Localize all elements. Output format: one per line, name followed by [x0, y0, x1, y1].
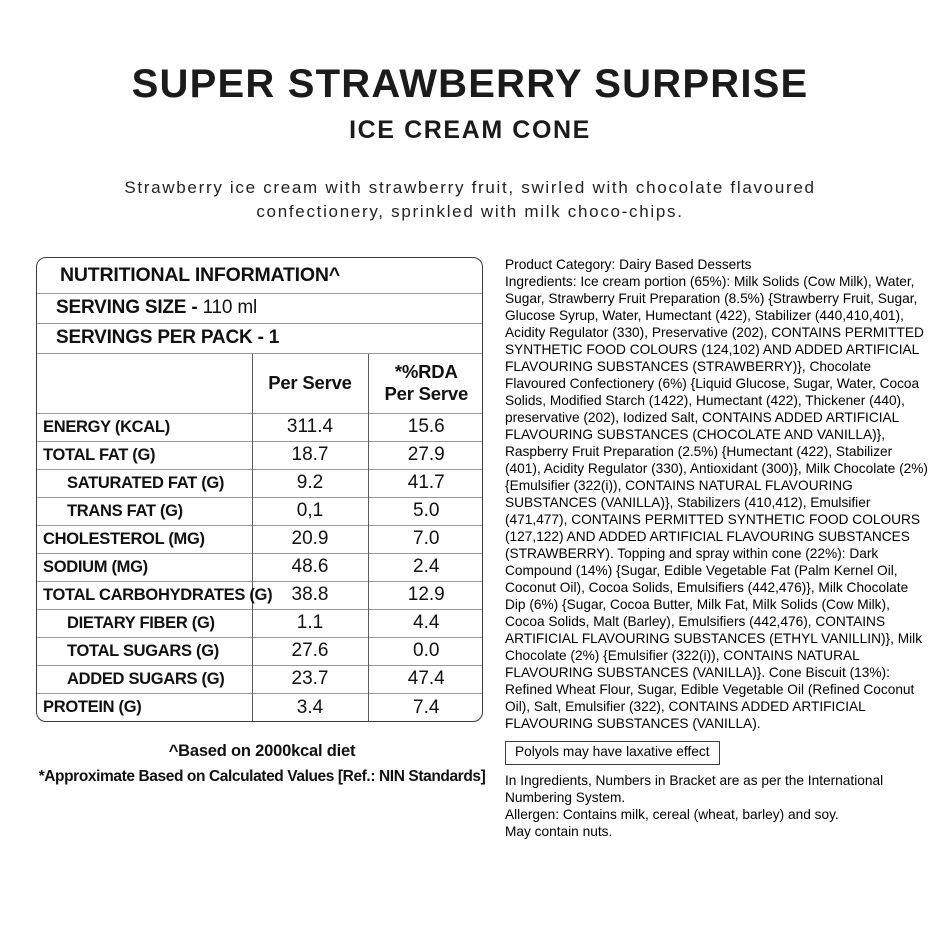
- table-row-saturated-fat: [37, 469, 483, 497]
- allergen-statement: [505, 807, 929, 841]
- nutrient-label: ENERGY (KCAL): [37, 413, 252, 441]
- col-header-rda-line1: *%RDA: [394, 361, 458, 383]
- serving-size-label: SERVING SIZE -: [56, 297, 198, 319]
- table-row-cholesterol: [37, 525, 483, 553]
- nutrient-label: DIETARY FIBER (G): [37, 609, 252, 637]
- col-header-rda-line2: Per Serve: [384, 383, 469, 405]
- nutrient-label: TOTAL SUGARS (G): [37, 637, 252, 665]
- per-serve-value: 38.8: [252, 581, 368, 609]
- nutrient-label: CHOLESTEROL (MG): [37, 525, 252, 553]
- numbering-system-note: In Ingredients, Numbers in Bracket are as per the International Numbering System.: [505, 772, 884, 805]
- nutrient-label: TRANS FAT (G): [37, 497, 252, 525]
- table-row-added-sugars: [37, 665, 483, 693]
- rda-value: 41.7: [368, 469, 483, 497]
- per-serve-value: 27.6: [252, 637, 368, 665]
- per-serve-value: 3.4: [252, 693, 368, 721]
- rda-value: 27.9: [368, 441, 483, 469]
- nutrient-label: SATURATED FAT (G): [37, 469, 252, 497]
- servings-per-pack: SERVINGS PER PACK - 1: [56, 327, 280, 349]
- polyols-warning-box: Polyols may have laxative effect: [505, 741, 720, 765]
- per-serve-value: 311.4: [252, 413, 368, 441]
- rda-value: 7.4: [368, 693, 483, 721]
- rda-value: 7.0: [368, 525, 483, 553]
- column-header-row: [37, 353, 483, 413]
- per-serve-value: 1.1: [252, 609, 368, 637]
- per-serve-value: 0,1: [252, 497, 368, 525]
- rda-value: 47.4: [368, 665, 483, 693]
- per-serve-value: 18.7: [252, 441, 368, 469]
- nutrition-table-title: NUTRITIONAL INFORMATION^: [60, 264, 340, 286]
- per-serve-value: 48.6: [252, 553, 368, 581]
- product-description: Strawberry ice cream with strawberry fruit, swirled with chocolate flavoured confectionery, sprinkled with milk choco-chips.: [124, 178, 816, 222]
- per-serve-value: 9.2: [252, 469, 368, 497]
- table-row-total-carbohydrates: [37, 581, 483, 609]
- table-row-total-fat: [37, 441, 483, 469]
- table-row-sodium: [37, 553, 483, 581]
- table-row-trans-fat: [37, 497, 483, 525]
- ingredients-text: Ingredients: Ice cream portion (65%): Milk Solids (Cow Milk), Water, Sugar, Strawberry Fruit Preparation (8.5%) {Strawberry Fruit, Sugar, Glucose Syrup, Water, Humectant (422), Stabilizer (440,410,401), Acidity Regulator (330), Preservative (202), CONTAINS PERMITTED SYNTHETIC FOOD COLOURS (124,102) AND ADDED ARTIFICIAL FLAVOURING SUBSTANCES (STRAWBERRY)}, Chocolate Flavoured Confectionery (6%) {Liquid Glucose, Sugar, Water, Cocoa Solids, Modified Starch (1422), Humectant (422), Thickener (440), preservative (202), Iodized Salt, CONTAINS ADDED ARTIFICIAL FLAVOURING SUBSTANCES (CHOCOLATE AND VANILLA)}, Raspberry Fruit Preparation (2.5%) {Humectant (422), Stabilizer (401), Acidity Regulator (330), Antioxidant (300)}, Milk Chocolate (2%) {Emulsifier (322(i)), CONTAINS NATURAL FLAVOURING SUBSTANCES (VANILLA)}, Stabilizers (410,412), Emulsifier (471,477), CONTAINS PERMITTED SYNTHETIC FOOD COLOURS (127,122) AND ADDED ARTIFICIAL FLAVOURING SUBSTANCES (STRAWBERRY). Topping and spray within cone (22%): Dark Compound (14%) {Sugar, Edible Vegetable Fat (Palm Kernel Oil, Coconut Oil), Cocoa Solids, Emulsifiers (442,476)}, Milk Chocolate Dip (6%) {Sugar, Cocoa Butter, Milk Fat, Milk Solids (Cow Milk), Cocoa Solids, Malt (Barley), Emulsifiers (442,476), CONTAINS ARTIFICIAL FLAVOURING SUBSTANCES (ETHYL VANILLIN)}, Milk Chocolate (2%) {Emulsifier (322(i)), CONTAINS NATURAL FLAVOURING SUBSTANCES (VANILLA)}. Cone Biscuit (13%): Refined Wheat Flour, Sugar, Edible Vegetable Oil (Refined Coconut Oil), Salt, Emulsifier (322), CONTAINS ADDED ARTIFICIAL FLAVOURING SUBSTANCES (VANILLA).: [505, 274, 928, 731]
- nutrition-table-title-row: [37, 258, 483, 293]
- rda-value: 4.4: [368, 609, 483, 637]
- info-column: [505, 257, 929, 840]
- col-header-per-serve: Per Serve: [252, 353, 368, 413]
- footnote-diet-basis: ^Based on 2000kcal diet: [168, 742, 356, 761]
- nutrient-label: ADDED SUGARS (G): [37, 665, 252, 693]
- rda-value: 2.4: [368, 553, 483, 581]
- per-serve-value: 20.9: [252, 525, 368, 553]
- table-row-protein: [37, 693, 483, 721]
- rda-value: 15.6: [368, 413, 483, 441]
- content-columns: [0, 257, 940, 840]
- servings-per-pack-row: [37, 323, 483, 353]
- product-subtitle: ICE CREAM CONE: [349, 116, 591, 144]
- allergen-line-2: May contain nuts.: [505, 823, 613, 839]
- allergen-line-1: Allergen: Contains milk, cereal (wheat, barley) and soy.: [505, 806, 839, 822]
- per-serve-value: 23.7: [252, 665, 368, 693]
- rda-value: 12.9: [368, 581, 483, 609]
- serving-size-value: 110 ml: [202, 297, 258, 319]
- nutrient-label: SODIUM (MG): [37, 553, 252, 581]
- table-row-dietary-fiber: [37, 609, 483, 637]
- product-title: SUPER STRAWBERRY SURPRISE: [131, 62, 809, 106]
- empty-header-cell: [37, 353, 252, 413]
- serving-size-row: [37, 293, 483, 323]
- col-header-rda: [368, 353, 483, 413]
- table-row-total-sugars: [37, 637, 483, 665]
- nutrition-table: [36, 257, 483, 722]
- table-row-energy: [37, 413, 483, 441]
- rda-value: 0.0: [368, 637, 483, 665]
- nutrition-column: [36, 257, 488, 840]
- nutrient-label: TOTAL FAT (G): [37, 441, 252, 469]
- nutrient-label: TOTAL CARBOHYDRATES (G): [37, 581, 252, 609]
- footnote-approximate-values: *Approximate Based on Calculated Values [Ref.: NIN Standards]: [38, 768, 486, 786]
- rda-value: 5.0: [368, 497, 483, 525]
- nutrient-label: PROTEIN (G): [37, 693, 252, 721]
- header: [0, 0, 940, 224]
- product-category: Product Category: Dairy Based Desserts: [505, 257, 752, 273]
